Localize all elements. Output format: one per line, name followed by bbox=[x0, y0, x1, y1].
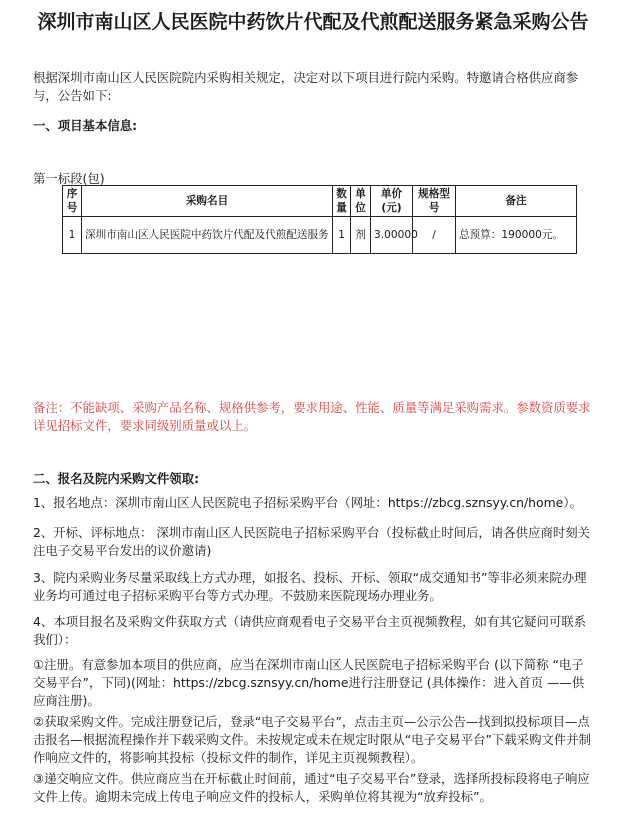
list-item: ③递交响应文件。供应商应当在开标截止时间前，通过“电子交易平台”登录，选择所投标段将电子响应文件上传。逾期未完成上传电子响应文件的投标人，采购单位将其视为“放弃投标”。 bbox=[33, 771, 590, 804]
col-header-index: 序号 bbox=[63, 186, 82, 217]
col-header-quantity: 数量 bbox=[333, 186, 351, 217]
procurement-table bbox=[62, 185, 577, 254]
cell-item: 深圳市南山区人民医院中药饮片代配及代煎配送服务 bbox=[82, 217, 333, 254]
col-header-item: 采购名目 bbox=[82, 186, 333, 217]
cell-index: 1 bbox=[63, 217, 82, 254]
list-item: ②获取采购文件。完成注册登记后，登录“电子交易平台”，点击主页—公示公告—找到拟投标项目—点击报名—根据流程操作并下载采购文件。未按规定或未在规定时限从“电子交易平台”下载采购文件并制作响应文件的，将影响其投标（投标文件的制作，详见主页视频教程）。 bbox=[33, 714, 592, 765]
section2-heading: 二、报名及院内采购文件领取: bbox=[33, 471, 200, 486]
cell-spec: / bbox=[413, 217, 456, 254]
table-header-row bbox=[63, 186, 577, 217]
cell-price: 3.00000 bbox=[371, 217, 413, 254]
col-header-spec: 规格型号 bbox=[413, 186, 456, 217]
red-note: 备注：不能缺项、采购产品名称、规格供参考，要求用途、性能、质量等满足采购需求。参数资质要求详见招标文件，要求同级别质量或以上。 bbox=[33, 400, 591, 433]
cell-quantity: 1 bbox=[333, 217, 351, 254]
section1-heading: 一、项目基本信息: bbox=[33, 118, 138, 133]
list-item: 4、本项目报名及采购文件获取方式（请供应商观看电子交易平台主页视频教程，如有其它疑问可联系我们）： bbox=[33, 614, 587, 647]
intro-paragraph: 根据深圳市南山区人民医院院内采购相关规定，决定对以下项目进行院内采购。特邀请合格供应商参与，公告如下: bbox=[33, 70, 579, 103]
col-header-unit: 单位 bbox=[351, 186, 371, 217]
table-row bbox=[63, 217, 577, 254]
list-item: ①注册。有意参加本项目的供应商，应当在深圳市南山区人民医院电子招标采购平台 (以下简称 “电子交易平台”，下同)(网址：https://zbcg.sznsyy.cn/home进行注册登记 (具体操作：进入首页 ——供应商注册)。 bbox=[33, 657, 585, 708]
col-header-remark: 备注 bbox=[456, 186, 577, 217]
list-item: 1、报名地点：深圳市南山区人民医院电子招标采购平台（网址：https://zbcg.sznsyy.cn/home）。 bbox=[33, 495, 582, 510]
lot-label: 第一标段(包) bbox=[33, 171, 105, 186]
cell-remark: 总预算：190000元。 bbox=[456, 217, 577, 254]
page-title: 深圳市南山区人民医院中药饮片代配及代煎配送服务紧急采购公告 bbox=[37, 11, 589, 33]
cell-unit: 剂 bbox=[351, 217, 371, 254]
list-item: 2、开标、评标地点： 深圳市南山区人民医院电子招标采购平台（投标截止时间后，请各供应商时刻关注电子交易平台发出的议价邀请) bbox=[33, 525, 591, 558]
list-item: 3、院内采购业务尽量采取线上方式办理，如报名、投标、开标、领取“成交通知书”等非必须来院办理业务均可通过电子招标采购平台等方式办理。不鼓励来医院现场办理业务。 bbox=[33, 570, 587, 603]
col-header-price: 单价(元) bbox=[371, 186, 413, 217]
